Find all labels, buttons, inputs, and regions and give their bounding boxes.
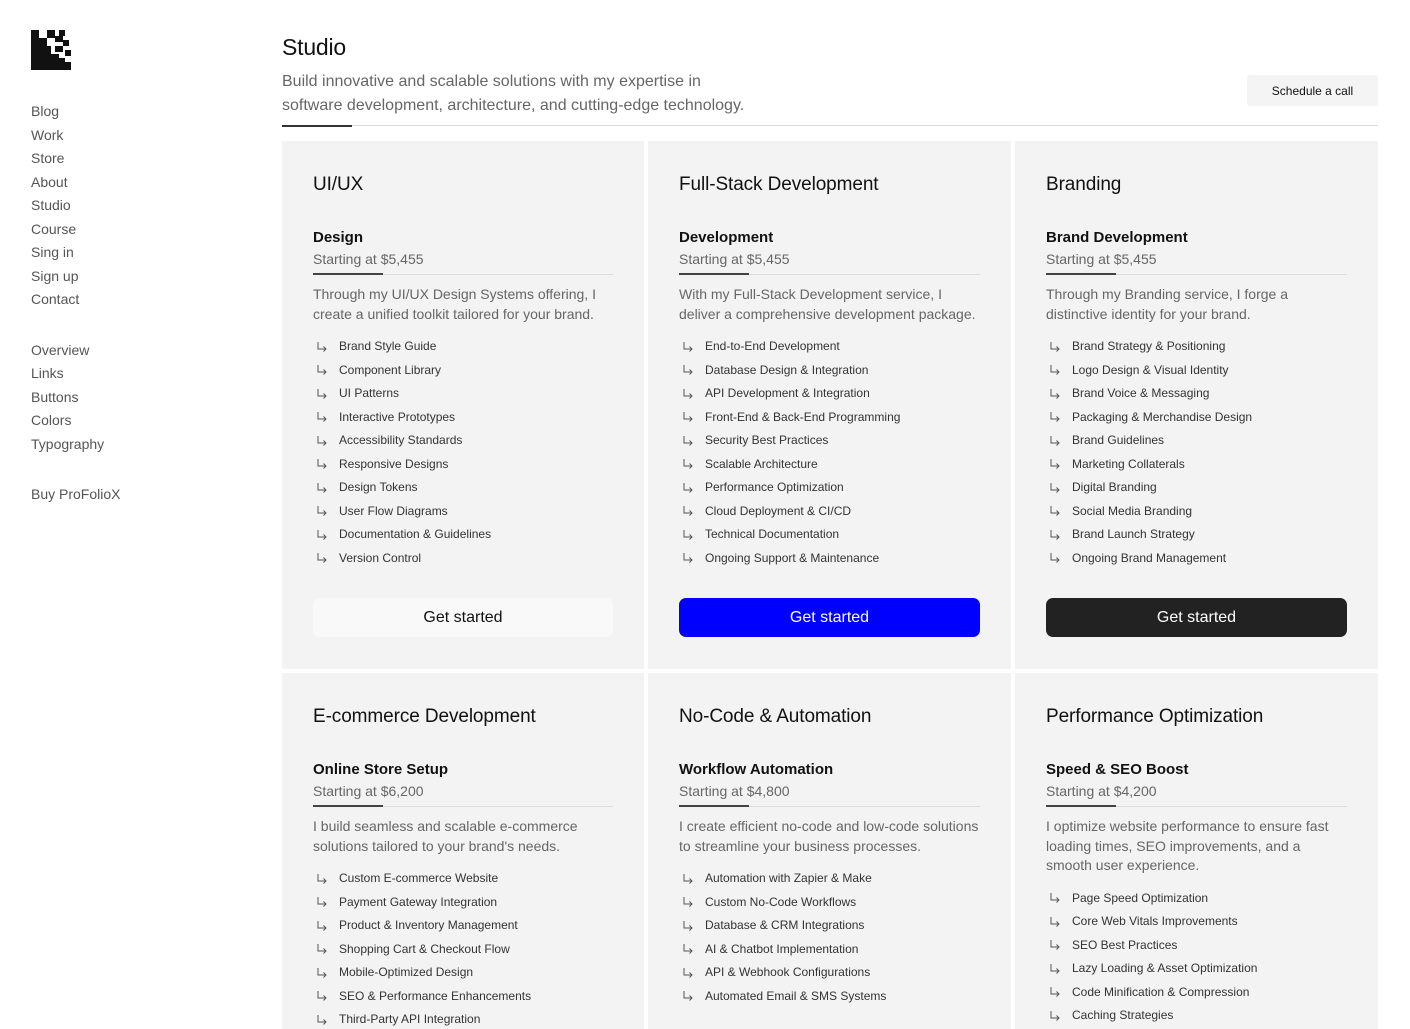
arrow-turn-down-right-icon [1049,892,1061,904]
arrow-turn-down-right-icon [1049,458,1061,470]
arrow-turn-down-right-icon [1049,939,1061,951]
plan-name: Workflow Automation [679,761,834,778]
service-title: Branding [1046,174,1122,195]
arrow-turn-down-right-icon [316,967,328,979]
card-divider [679,274,980,275]
feature-label: Shopping Cart & Checkout Flow [339,941,510,956]
feature-label: Performance Optimization [705,480,844,494]
arrow-turn-down-right-icon [316,341,328,353]
main-nav [31,100,231,312]
arrow-turn-down-right-icon [316,896,328,908]
plan-price: Starting at $4,800 [679,783,790,799]
feature-label: Product & Inventory Management [339,918,518,932]
arrow-turn-down-right-icon [316,529,328,541]
feature-label: Page Speed Optimization [1072,890,1209,905]
arrow-turn-down-right-icon [316,943,328,955]
nav-link-colors[interactable]: Colors [31,412,72,428]
feature-label: Logo Design & Visual Identity [1072,362,1229,377]
nav-link-buttons[interactable]: Buttons [31,388,79,405]
feature-item [1046,934,1347,958]
arrow-turn-down-right-icon [682,529,694,541]
arrow-turn-down-right-icon [1049,435,1061,447]
arrow-turn-down-right-icon [316,505,328,517]
arrow-turn-down-right-icon [682,943,694,955]
feature-label: Cloud Deployment & CI/CD [705,503,852,518]
nav-link-about[interactable]: About [31,173,68,190]
service-title: Performance Optimization [1046,706,1264,727]
buy-link[interactable]: Buy ProFolioX [31,486,121,502]
arrow-turn-down-right-icon [1049,411,1061,423]
service-description: I create efficient no-code and low-code solutions to streamline your business processes. [679,818,979,854]
plan-price: Starting at $5,455 [679,251,790,267]
arrow-turn-down-right-icon [316,920,328,932]
services-grid [282,141,1378,1029]
arrow-turn-down-right-icon [682,873,694,885]
arrow-turn-down-right-icon [1049,341,1061,353]
feature-list [1046,335,1347,570]
service-title: Full-Stack Development [679,174,879,195]
feature-item [313,359,613,383]
schedule-call-button[interactable]: Schedule a call [1247,75,1378,106]
feature-item [313,1008,613,1029]
service-description: Through my Branding service, I forge a distinctive identity for your brand. [1046,286,1289,322]
feature-item [679,914,980,938]
nav-link-sign-in[interactable]: Sing in [31,244,74,260]
sidebar [31,30,231,507]
arrow-turn-down-right-icon [682,364,694,376]
arrow-turn-down-right-icon [1049,552,1061,564]
plan-name: Speed & SEO Boost [1046,761,1189,778]
feature-item [1046,910,1347,934]
feature-label: Caching Strategies [1072,1008,1174,1022]
feature-label: Social Media Branding [1072,503,1193,518]
card-divider [679,806,980,807]
service-card-branding [1015,141,1378,669]
feature-label: Design Tokens [339,480,418,494]
feature-list [679,867,980,1008]
feature-label: End-to-End Development [705,339,840,353]
feature-item [679,429,980,453]
page-title: Studio [282,34,347,60]
feature-item [679,547,980,571]
feature-label: Marketing Collaterals [1072,456,1185,471]
arrow-turn-down-right-icon [682,552,694,564]
feature-item [679,382,980,406]
feature-list [679,335,980,570]
plan-price: Starting at $4,200 [1046,783,1157,799]
feature-list [1046,887,1347,1028]
service-card-e-commerce-development [282,673,644,1029]
plan-price: Starting at $5,455 [313,251,424,267]
service-title: UI/UX [313,174,364,195]
feature-item [1046,957,1347,981]
feature-label: Documentation & Guidelines [339,527,492,541]
feature-label: User Flow Diagrams [339,503,448,518]
main-content [282,32,1378,1026]
get-started-button[interactable]: Get started [313,598,613,637]
feature-label: Component Library [339,362,442,377]
arrow-turn-down-right-icon [682,411,694,423]
feature-item [313,406,613,430]
feature-item [679,938,980,962]
service-title: No-Code & Automation [679,706,872,727]
arrow-turn-down-right-icon [1049,529,1061,541]
service-description: Through my UI/UX Design Systems offering, I create a unified toolkit tailored for your brand. [313,286,596,322]
arrow-turn-down-right-icon [1049,986,1061,998]
feature-label: Mobile-Optimized Design [339,965,474,979]
feature-item [1046,887,1347,911]
feature-item [313,891,613,915]
feature-item [679,476,980,500]
feature-label: Brand Style Guide [339,339,437,353]
feature-item [313,938,613,962]
feature-label: SEO Best Practices [1072,937,1178,952]
feature-item [679,523,980,547]
nav-link-overview[interactable]: Overview [31,341,90,358]
header-divider-accent [282,125,352,127]
service-card-performance-optimization [1015,673,1378,1029]
feature-item [1046,523,1347,547]
nav-link-sign-up[interactable]: Sign up [31,267,79,284]
nav-link-work[interactable]: Work [31,126,64,143]
feature-label: Interactive Prototypes [339,409,456,424]
arrow-turn-down-right-icon [682,920,694,932]
feature-item [313,961,613,985]
feature-item [313,914,613,938]
nav-link-blog[interactable]: Blog [31,103,60,119]
feature-item [313,453,613,477]
arrow-turn-down-right-icon [316,364,328,376]
feature-item [679,867,980,891]
feature-label: Payment Gateway Integration [339,894,498,909]
feature-item [1046,981,1347,1005]
feature-item [313,985,613,1009]
feature-item [679,359,980,383]
nav-link-typography[interactable]: Typography [31,435,105,452]
feature-item [1046,359,1347,383]
feature-item [679,500,980,524]
feature-item [679,406,980,430]
feature-item [313,382,613,406]
arrow-turn-down-right-icon [1049,1010,1061,1022]
plan-name: Brand Development [1046,229,1188,246]
arrow-turn-down-right-icon [1049,505,1061,517]
feature-label: Brand Strategy & Positioning [1072,339,1226,353]
feature-label: Ongoing Brand Management [1072,550,1227,565]
feature-item [1046,1004,1347,1028]
feature-label: Lazy Loading & Asset Optimization [1072,961,1258,975]
feature-item [313,476,613,500]
feature-label: Automated Email & SMS Systems [705,988,887,1003]
feature-label: Database Design & Integration [705,362,869,377]
feature-item [679,961,980,985]
page-subtitle: Build innovative and scalable solutions with my expertise in software development, architecture, and cutting-edge technology. [282,73,745,114]
feature-label: Core Web Vitals Improvements [1072,914,1238,928]
get-started-button[interactable]: Get started [679,598,980,637]
arrow-turn-down-right-icon [682,458,694,470]
get-started-button[interactable]: Get started [1046,598,1347,637]
arrow-turn-down-right-icon [316,1014,328,1026]
feature-item [313,547,613,571]
arrow-turn-down-right-icon [316,873,328,885]
feature-label: Third-Party API Integration [339,1012,481,1026]
feature-label: AI & Chatbot Implementation [705,941,859,956]
feature-item [313,335,613,359]
feature-item [679,335,980,359]
arrow-turn-down-right-icon [682,967,694,979]
plan-price: Starting at $6,200 [313,783,424,799]
plan-name: Online Store Setup [313,761,449,778]
service-card-no-code-automation [648,673,1011,1029]
feature-label: Packaging & Merchandise Design [1072,409,1253,424]
arrow-turn-down-right-icon [316,990,328,1002]
feature-label: Version Control [339,550,422,565]
arrow-turn-down-right-icon [1049,388,1061,400]
feature-list [313,335,613,570]
feature-label: UI Patterns [339,386,400,400]
arrow-turn-down-right-icon [316,482,328,494]
feature-item [679,985,980,1009]
feature-item [313,500,613,524]
feature-label: Scalable Architecture [705,456,818,471]
arrow-turn-down-right-icon [316,552,328,564]
buy-nav [31,483,231,507]
feature-item [313,867,613,891]
feature-item [1046,429,1347,453]
arrow-turn-down-right-icon [1049,482,1061,494]
feature-item [1046,500,1347,524]
service-card-full-stack-development [648,141,1011,669]
nav-link-store[interactable]: Store [31,150,65,166]
nav-link-contact[interactable]: Contact [31,291,80,307]
page-header [282,70,1378,128]
feature-label: Brand Voice & Messaging [1072,386,1210,400]
arrow-turn-down-right-icon [316,435,328,447]
arrow-turn-down-right-icon [1049,916,1061,928]
feature-label: API Development & Integration [705,386,870,400]
service-description: I optimize website performance to ensure fast loading times, SEO improvements, and a smooth user experience. [1046,818,1329,873]
arrow-turn-down-right-icon [682,505,694,517]
feature-label: Database & CRM Integrations [705,918,865,932]
feature-item [1046,382,1347,406]
feature-item [1046,547,1347,571]
arrow-turn-down-right-icon [682,435,694,447]
service-description: With my Full-Stack Development service, I deliver a comprehensive development package. [679,286,976,322]
service-description: I build seamless and scalable e-commerce solutions tailored to your brand's needs. [313,818,578,854]
feature-item [1046,335,1347,359]
arrow-turn-down-right-icon [682,896,694,908]
checkered-logo-icon[interactable] [31,30,71,70]
feature-label: Brand Launch Strategy [1072,527,1195,541]
arrow-turn-down-right-icon [316,411,328,423]
plan-name: Development [679,229,774,246]
feature-label: API & Webhook Configurations [705,965,871,979]
feature-item [1046,453,1347,477]
feature-label: Technical Documentation [705,527,840,541]
service-title: E-commerce Development [313,706,536,727]
feature-label: Automation with Zapier & Make [705,871,872,885]
feature-item [679,453,980,477]
arrow-turn-down-right-icon [682,990,694,1002]
card-divider [1046,806,1347,807]
feature-label: Responsive Designs [339,456,449,471]
feature-label: SEO & Performance Enhancements [339,988,532,1003]
arrow-turn-down-right-icon [316,388,328,400]
nav-link-course[interactable]: Course [31,220,77,237]
arrow-turn-down-right-icon [682,341,694,353]
service-card-ui-ux [282,141,644,669]
arrow-turn-down-right-icon [682,388,694,400]
plan-name: Design [313,229,364,246]
feature-list [313,867,613,1029]
feature-label: Code Minification & Compression [1072,984,1250,999]
feature-item [1046,406,1347,430]
arrow-turn-down-right-icon [1049,963,1061,975]
header-divider [282,125,1378,126]
arrow-turn-down-right-icon [1049,364,1061,376]
plan-price: Starting at $5,455 [1046,251,1157,267]
feature-item [313,523,613,547]
arrow-turn-down-right-icon [682,482,694,494]
feature-label: Custom No-Code Workflows [705,894,857,909]
feature-item [679,891,980,915]
feature-label: Front-End & Back-End Programming [705,409,901,424]
feature-item [313,429,613,453]
card-divider [313,274,613,275]
card-divider [1046,274,1347,275]
nav-link-studio[interactable]: Studio [31,197,71,213]
feature-label: Brand Guidelines [1072,433,1165,447]
feature-label: Security Best Practices [705,433,829,447]
feature-label: Accessibility Standards [339,433,463,447]
style-guide-nav [31,339,231,457]
feature-label: Digital Branding [1072,480,1157,494]
nav-link-links[interactable]: Links [31,365,64,381]
feature-label: Ongoing Support & Maintenance [705,550,880,565]
arrow-turn-down-right-icon [316,458,328,470]
card-divider [313,806,613,807]
feature-item [1046,476,1347,500]
feature-label: Custom E-commerce Website [339,871,499,885]
